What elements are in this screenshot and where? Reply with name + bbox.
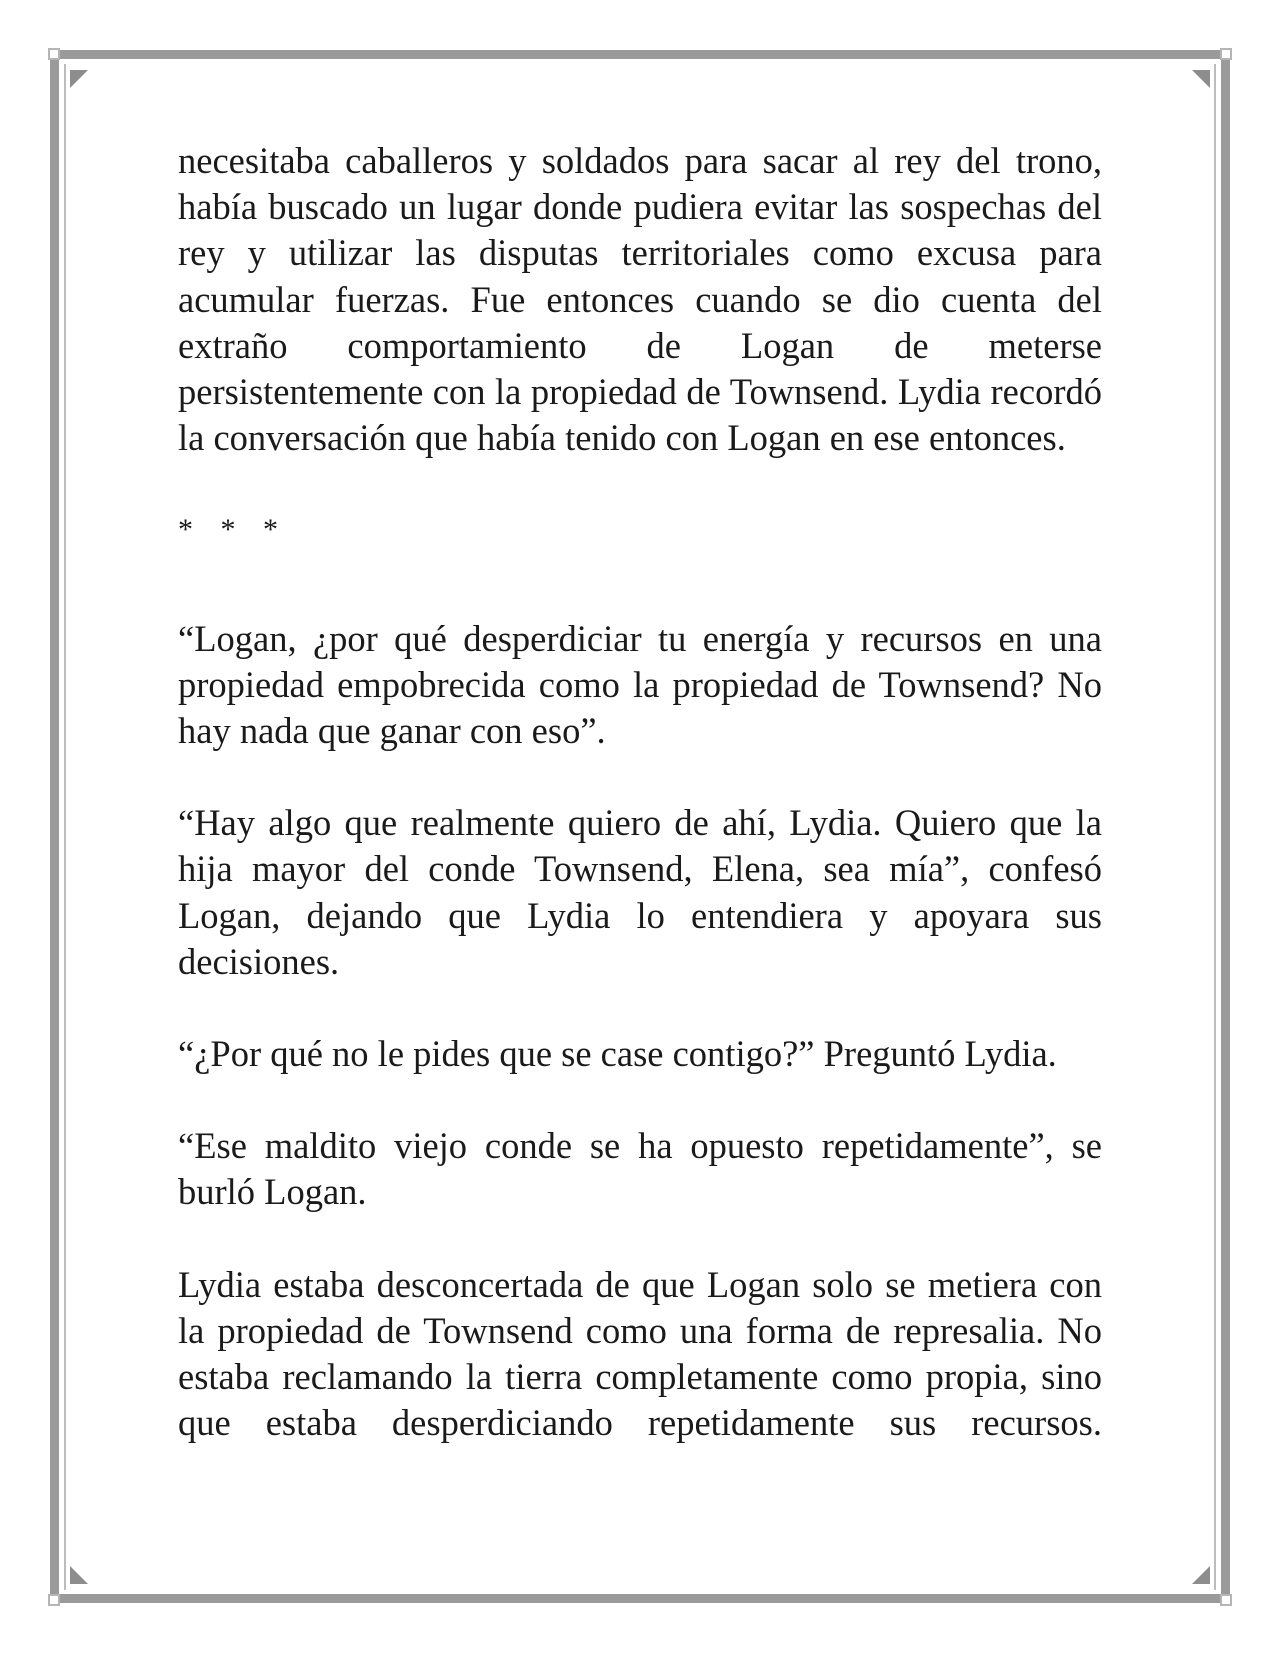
frame-bottom-bar bbox=[52, 1594, 1228, 1603]
scene-break: * * * bbox=[178, 513, 288, 547]
frame-ornament-top-left bbox=[70, 70, 88, 88]
paragraph: “Ese maldito viejo conde se ha opuesto repetidamente”, se burló Logan. bbox=[178, 1125, 1102, 1213]
page-body-text bbox=[178, 138, 1102, 1446]
frame-left-bar bbox=[50, 52, 59, 1604]
frame-inner-left-line bbox=[64, 64, 66, 1590]
frame-ornament-bottom-left bbox=[70, 1566, 88, 1584]
frame-ornament-bottom-right bbox=[1192, 1566, 1210, 1584]
frame-right-bar bbox=[1221, 52, 1230, 1604]
frame-inner-right-line bbox=[1214, 64, 1216, 1590]
paragraph: Lydia estaba desconcertada de que Logan solo se metiera con la propiedad de Townsend como una forma de represalia. No estaba reclamando la tierra completamente como propia, sino que estaba desperdiciando repetidamente sus recursos. bbox=[178, 1263, 1102, 1444]
frame-corner-bottom-left bbox=[48, 1594, 60, 1606]
paragraph: “¿Por qué no le pides que se case contigo?” Preguntó Lydia. bbox=[178, 1033, 1057, 1075]
frame-corner-top-right bbox=[1220, 48, 1232, 60]
frame-top-bar bbox=[52, 50, 1228, 59]
paragraph: “Hay algo que realmente quiero de ahí, Lydia. Quiero que la hija mayor del conde Townsend, Elena, sea mía”, confesó Logan, dejando que Lydia lo entendiera y apoyara sus decisiones. bbox=[178, 802, 1102, 982]
frame-ornament-top-right bbox=[1192, 70, 1210, 88]
paragraph: necesitaba caballeros y soldados para sacar al rey del trono, había buscado un lugar donde pudiera evitar las sospechas del rey y utilizar las disputas territoriales como excusa para acumular fuerzas. Fue entonces cuando se dio cuenta del extraño comportamiento de Logan de meterse persistentemente con la propiedad de Townsend. Lydia recordó la conversación que había tenido con Logan en ese entonces. bbox=[178, 140, 1102, 459]
frame-corner-top-left bbox=[48, 48, 60, 60]
frame-corner-bottom-right bbox=[1220, 1594, 1232, 1606]
paragraph: “Logan, ¿por qué desperdiciar tu energía y recursos en una propiedad empobrecida como la propiedad de Townsend? No hay nada que ganar con eso”. bbox=[178, 617, 1102, 752]
